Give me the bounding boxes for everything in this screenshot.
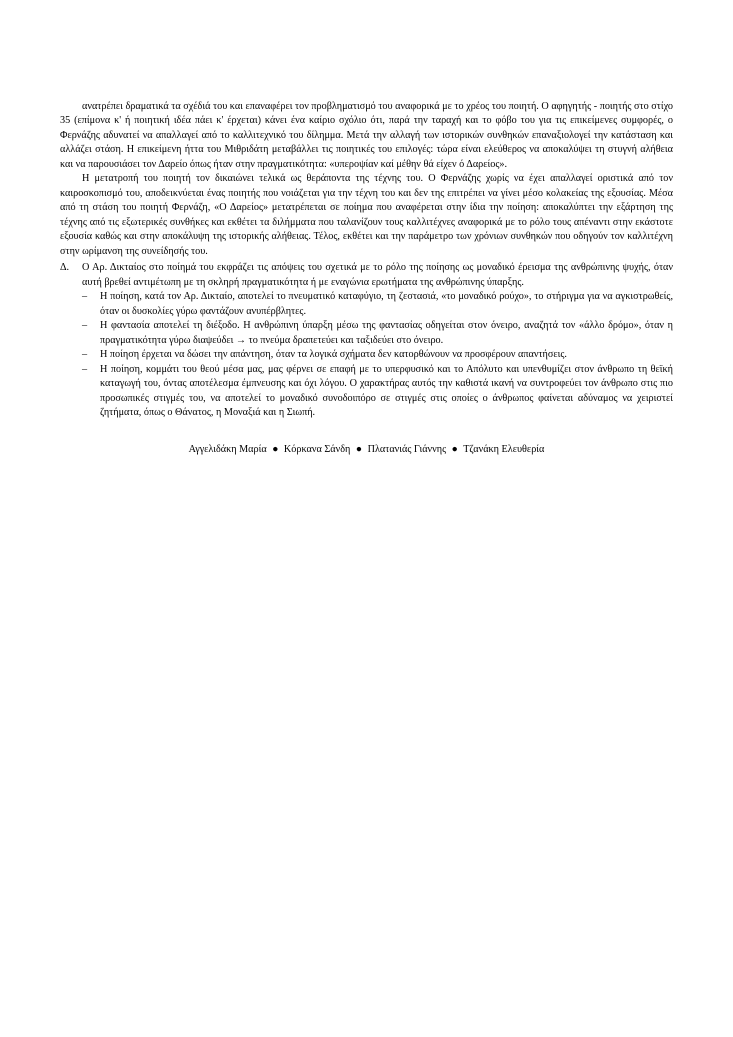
author-name: Κόρκανα Σάνδη [283,443,351,455]
dash-icon: – [82,363,88,375]
list-item [82,363,673,421]
list-item-text: Η ποίηση, κατά τον Αρ. Δικταίο, αποτελεί το πνευματικό καταφύγιο, τη ζεστασιά, «το μοναδικό ρούχο», το στήριγμα για να αγκιστρωθείς, όταν οι δυσκολίες γύρω φαντάζουν ανυπέρβλητες. [100,291,673,317]
bullet-list [60,290,673,420]
author-name: Τζανάκη Ελευθερία [463,443,545,455]
paragraph-2: Η μετατροπή του ποιητή τον δικαιώνει τελικά ως θεράποντα της τέχνης του. Ο Φερνάζης χωρίς να έχει απαλλαγεί οριστικά από τον καιροσκοπισμό του, αποδεικνύεται ένας ποιητής που νοιάζεται για την τέχνη του και δεν της επιτρέπει να γίνει μέσο κολακείας της εξουσίας. Μέσα από τη στάση του ποιητή Φερνάζη, «Ο Δαρείος» μετατρέπεται σε ποίημα που αναφέρεται στην ίδια την ποίηση: αποκαλύπτει την εξάρτηση της τέχνης από τις εξωτερικές συνθήκες και εκθέτει τα διλήμματα που ταλανίζουν τους καλλιτέχνες αναφορικά με το ρόλο τους απέναντι στην εκάστοτε εξουσία καθώς και στην αποκάλυψη της ιστορικής αλήθειας. Τέλος, εκθέτει και την παράμετρο των χρόνιων συνθηκών που οδηγούν τον καλλιτέχνη στην ωρίμανση της συνείδησής του. [60,173,673,257]
list-item-text: Η ποίηση, κομμάτι του θεού μέσα μας, μας φέρνει σε επαφή με το υπερφυσικό και το Απόλυτο και υπενθυμίζει στον άνθρωπο τη θεϊκή καταγωγή του, όντας αποτέλεσμα έμπνευσης και όχι λόγου. Ο χαρακτήρας αυτός την καθιστά ικανή να συντροφεύει τον άνθρωπο στις πιο προσωπικές στιγμές του, να αποτελεί το μοναδικό συνοδοιπόρο σε στιγμές στις οποίες ο άνθρωπος φαίνεται αδύναμος να χειριστεί ζητήματα, όπως ο Θάνατος, η Μοναξιά και η Σιωπή. [100,363,673,419]
document-body [60,100,673,457]
list-item-text: Η φαντασία αποτελεί τη διέξοδο. Η ανθρώπινη ύπαρξη μέσω της φαντασίας οδηγείται στον όνειρο, αναζητά τον «άλλο δρόμο», όταν η πραγματικότητα γύρω διαψεύδει → το πνεύμα δραπετεύει και ταξιδεύει στο όνειρο. [100,320,673,346]
author-separator-icon: ● [355,443,363,455]
list-item [82,319,673,348]
author-separator-icon: ● [272,443,279,455]
dash-icon: – [82,320,88,332]
paragraph-1: ανατρέπει δραματικά τα σχέδιά του και επαναφέρει τον προβληματισμό του αναφορικά με το χρέος του ποιητή. Ο αφηγητής - ποιητής στο στίχο 35 (επίμονα κ' ή ποιητική ιδέα πάει κ' έρχεται) κάνει ένα καίριο σχόλιο ότι, παρά την ταραχή και το φόβο του για τις επικείμενες συμφορές, ο Φερνάζης αδυνατεί να απαλλαγεί από το καλλιτεχνικό του δίλημμα. Μετά την αλλαγή των ιστορικών συνθηκών επαναξιολογεί την κατάσταση και αλλάζει στάση. Η επικείμενη ήττα του Μιθριδάτη μεταβάλλει τις ποιητικές του επιλογές: τώρα είναι ελεύθερος να αποκαλύψει τη στυγνή αλήθεια και να παρουσιάσει τον Δαρείο όπως ήταν στην πραγματικότητα: «υπεροψίαν καί μέθην θά είχεν ό Δαρείος». [60,101,673,170]
dash-icon: – [82,291,88,303]
list-item-text: Η ποίηση έρχεται να δώσει την απάντηση, όταν τα λογικά σχήματα δεν κατορθώνουν να προσφέρουν απαντήσεις. [100,349,567,361]
list-item [82,348,673,362]
lettered-item-label: Δ. [60,262,70,274]
author-separator-icon: ● [451,443,458,455]
dash-icon: – [82,349,88,361]
author-name: Πλατανιάς Γιάννης [367,443,447,455]
lettered-item-delta [60,261,673,290]
authors-line [60,443,673,457]
list-item [82,290,673,319]
author-name: Αγγελιδάκη Μαρία [188,443,267,455]
lettered-item-text: Ο Αρ. Δικταίος στο ποίημά του εκφράζει τις απόψεις του σχετικά με το ρόλο της ποίησης ως μοναδικό έρεισμα της ανθρώπινης ψυχής, όταν αυτή βρεθεί αντιμέτωπη με τη σκληρή πραγματικότητα ή με εναγώνια ερωτήματα της ανθρώπινης ύπαρξης. [82,262,673,288]
